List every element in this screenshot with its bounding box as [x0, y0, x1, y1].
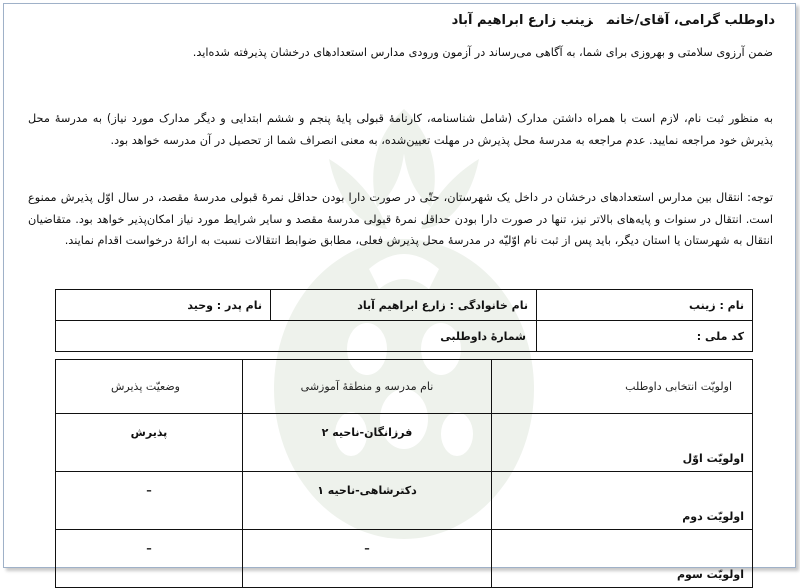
school-cell: دکترشاهی-ناحیه ۱ — [243, 472, 492, 530]
document-frame — [3, 3, 796, 581]
priority-cell: اولویّت اوّل — [492, 414, 753, 472]
last-name-cell: نام خانوادگی : زارع ابراهیم آباد — [271, 290, 537, 321]
school-selection-table — [55, 359, 753, 588]
paragraph-acceptance: ضمن آرزوی سلامتی و بهروزی برای شما، به آگاهی می‌رساند در آزمون ورودی مدارس استعدادهای درخشان پذیرفته شده‌اید. — [192, 46, 773, 59]
table-row — [56, 321, 753, 352]
header-priority: اولویّت انتخابی داوطلب — [492, 360, 753, 414]
table-header-row — [56, 360, 753, 414]
status-cell: پذیرش — [56, 414, 243, 472]
header-status: وضعیّت پذیرش — [56, 360, 243, 414]
priority-cell: اولویّت سوم — [492, 530, 753, 588]
applicant-number-cell: شمارۀ داوطلبی — [56, 321, 537, 352]
paragraph-registration: به منظور ثبت نام، لازم است با همراه داشتن مدارک (شامل شناسنامه، کارنامۀ قبولی پایۀ پنجم و ششم ابتدایی و دیگر مدارک مورد نیاز) به مدرسۀ محل پذیرش خود مراجعه نمایید. عدم مراجعه به مدرسۀ محل پذیرش در مهلت تعیین‌شده، به معنی انصراف شما از تحصیل در آن مدرسه خواهد بود. — [28, 112, 773, 147]
priority-cell: اولویّت دوم — [492, 472, 753, 530]
first-name-cell: نام : زینب — [537, 290, 753, 321]
status-cell: – — [56, 530, 243, 588]
national-code-cell: کد ملی : — [537, 321, 753, 352]
table-row — [56, 414, 753, 472]
result-letter — [4, 4, 795, 581]
applicant-name: زینب زارع ابراهیم آباد — [451, 13, 593, 28]
letter-heading — [452, 13, 775, 28]
table-row — [56, 290, 753, 321]
applicant-info-table — [55, 289, 753, 352]
salutation: داوطلب گرامی، آقای/خانم — [606, 13, 775, 28]
header-school: نام مدرسه و منطقۀ آموزشی — [243, 360, 492, 414]
paragraph-transfer-note: توجه: انتقال بین مدارس استعدادهای درخشان در داخل یک شهرستان، حتّی در صورت دارا بودن حداقل نمرۀ قبولی مدرسۀ مقصد، در سال اوّل پذیرش ممنوع است. انتقال در سنوات و پایه‌های بالاتر نیز، تنها در صورت دارا بودن حداقل نمرۀ قبولی مدرسۀ مقصد و سایر شرایط مورد نیاز امکان‌پذیر خواهد بود. متقاضیان انتقال به شهرستان یا استان دیگر، باید پس از ثبت نام اوّلیّه در مدرسۀ محل پذیرش فعلی، مطابق ضوابط انتقالات نسبت به ارائۀ درخواست اقدام نمایند. — [28, 191, 773, 247]
table-row — [56, 472, 753, 530]
table-row — [56, 530, 753, 588]
status-cell: – — [56, 472, 243, 530]
father-name-cell: نام پدر : وحید — [56, 290, 271, 321]
school-cell: فرزانگان-ناحیه ۲ — [243, 414, 492, 472]
school-cell: – — [243, 530, 492, 588]
